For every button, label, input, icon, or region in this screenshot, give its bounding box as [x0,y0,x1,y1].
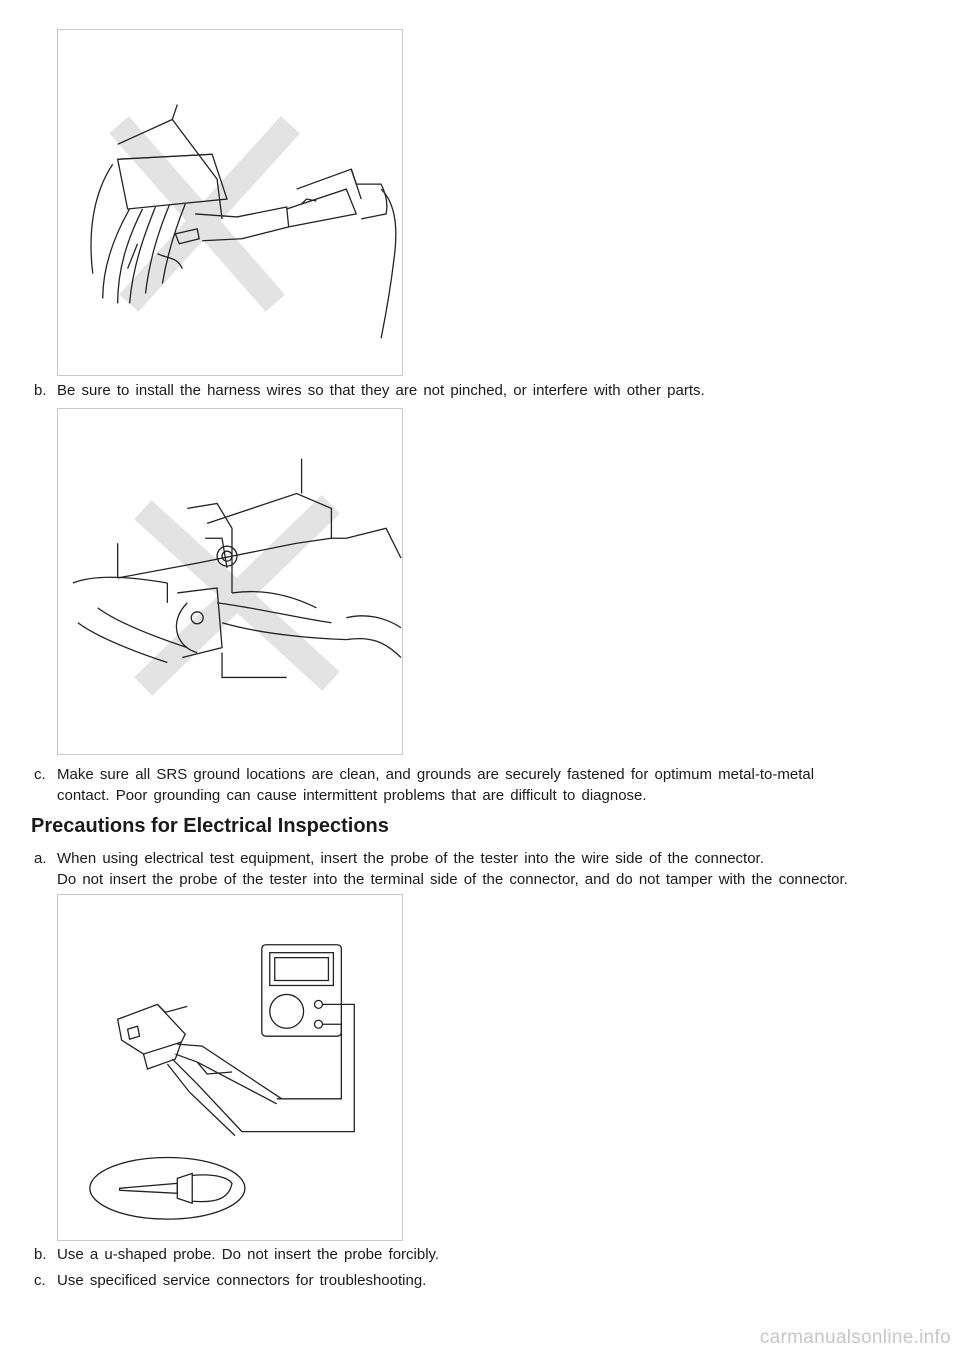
step-text: When using electrical test equipment, insert the probe of the tester into the wire side of the connector. [57,850,764,867]
step-c-ground-continued: contact. Poor grounding can cause intermittent problems that are difficult to diagnose. [57,787,647,804]
step-text: Use specificed service connectors for troubleshooting. [57,1272,427,1289]
step-b-u-shaped-probe [34,1244,439,1265]
step-b-harness [34,380,705,401]
step-label: c. [34,1272,46,1289]
step-text: Be sure to install the harness wires so that they are not pinched, or interfere with other parts. [57,382,705,399]
step-label: c. [34,766,46,783]
harness-pinched-wrong-icon [58,409,402,754]
step-text: Make sure all SRS ground locations are clean, and grounds are securely fastened for optimum metal-to-metal [57,766,815,783]
step-c-service-connectors [34,1270,426,1291]
multimeter-probe-illustration [57,894,403,1241]
multimeter-probe-icon [58,895,402,1240]
step-label: b. [34,1246,47,1263]
connector-probe-illustration [57,29,403,376]
watermark-link[interactable]: carmanualsonline.info [759,1327,951,1348]
harness-ground-illustration [57,408,403,755]
step-text: Use a u-shaped probe. Do not insert the probe forcibly. [57,1246,440,1263]
step-c-ground [34,764,814,785]
step-a-probe-wire-side-continued: Do not insert the probe of the tester into the terminal side of the connector, and do not tamper with the connector. [57,871,848,888]
section-heading: Precautions for Electrical Inspections [31,815,389,837]
connector-probe-wrong-icon [58,30,402,375]
step-label: a. [34,850,47,867]
step-label: b. [34,382,47,399]
step-a-probe-wire-side [34,848,764,869]
